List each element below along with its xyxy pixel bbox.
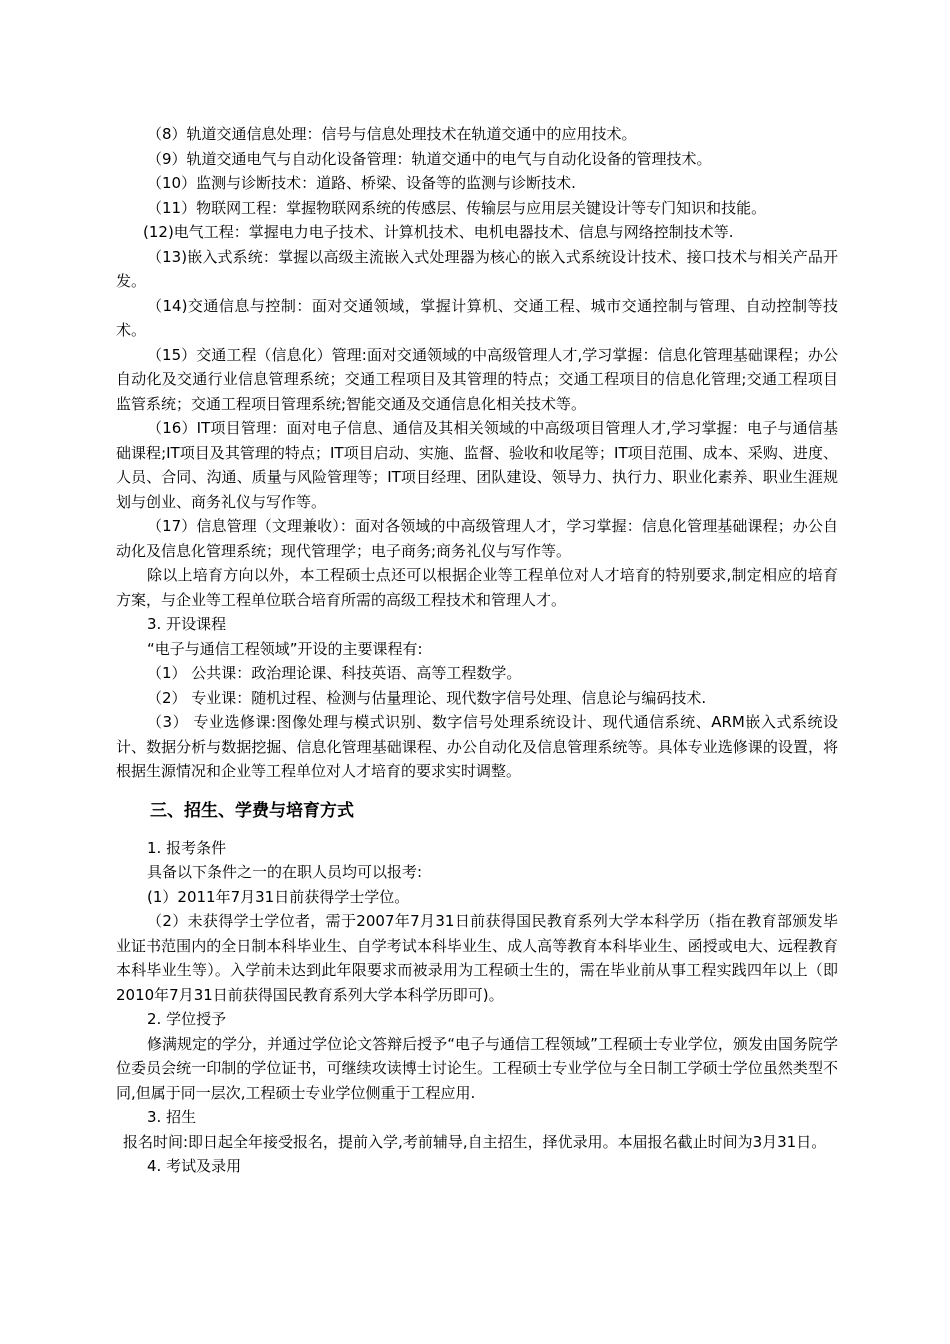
degree-text: 修满规定的学分，并通过学位论文答辩后授予“电子与通信工程领域”工程硕士专业学位，颁发由国务院学位委员会统一印制的学位证书，可继续攻读博士讨论生。工程硕士专业学位与全日制工学硕士学位虽然类型不同,但属于同一层次,工程硕士专业学位侧重于工程应用. bbox=[116, 1034, 838, 1102]
enroll-title: 3. 招生 bbox=[147, 1108, 197, 1126]
item-9: （9）轨道交通电气与自动化设备管理：轨道交通中的电气与自动化设备的管理技术。 bbox=[147, 149, 712, 168]
courses-title: 3. 开设课程 bbox=[147, 615, 227, 633]
admission-intro: 具备以下条件之一的在职人员均可以报考: bbox=[147, 863, 423, 881]
admission-condition-1: (1）2011年7月31日前获得学士学位。 bbox=[147, 887, 410, 906]
item-13: （13)嵌入式系统：掌握以高级主流嵌入式处理器为核心的嵌入式系统设计技术、接口技术与相关产品开发。 bbox=[116, 247, 838, 290]
degree-title: 2. 学位授予 bbox=[147, 1010, 227, 1028]
enroll-text: 报名时间:即日起全年接受报名，提前入学,考前辅导,自主招生，择优录用。本届报名截止时间为3月31日。 bbox=[123, 1132, 827, 1151]
courses-public: （1） 公共课：政治理论课、科技英语、高等工程数学。 bbox=[147, 664, 522, 682]
courses-major: （2） 专业课：随机过程、检测与估量理论、现代数字信号处理、信息论与编码技术. bbox=[147, 688, 707, 707]
courses-elective: （3） 专业选修课:图像处理与模式识别、数字信号处理系统设计、现代通信系统、ARM嵌入式系统设计、数据分析与数据挖掘、信息化管理基础课程、办公自动化及信息管理系统等。具体专业选修课的设置，将根据生源情况和企业等工程单位对人才培育的要求实时调整。 bbox=[116, 713, 838, 780]
item-12: (12)电气工程：掌握电力电子技术、计算机技术、电机电器技术、信息与网络控制技术等. bbox=[143, 223, 734, 241]
item-10: （10）监测与诊断技术：道路、桥梁、设备等的监测与诊断技术. bbox=[147, 174, 576, 192]
item-8: （8）轨道交通信息处理：信号与信息处理技术在轨道交通中的应用技术。 bbox=[147, 125, 637, 143]
courses-intro: “电子与通信工程领域”开设的主要课程有: bbox=[147, 639, 423, 658]
document-body bbox=[116, 122, 838, 1179]
item-17: （17）信息管理（文理兼收）：面对各领域的中高级管理人才，学习掌握：信息化管理基础课程；办公自动化及信息化管理系统；现代管理学；电子商务;商务礼仪与写作等。 bbox=[116, 517, 838, 560]
item-11: （11）物联网工程：掌握物联网系统的传感层、传输层与应用层关键设计等专门知识和技能。 bbox=[147, 198, 767, 217]
item-16: （16）IT项目管理：面对电子信息、通信及其相关领域的中高级项目管理人才,学习掌握：电子与通信基础课程;IT项目及其管理的特点；IT项目启动、实施、监督、验收和收尾等；IT项目范围、成本、采购、进度、人员、合同、沟通、质量与风险管理等；IT项目经理、团队建设、领导力、执行力、职业化素养、职业生涯规划与创业、商务礼仪与写作等。 bbox=[116, 419, 838, 511]
item-15: （15）交通工程（信息化）管理:面对交通领域的中高级管理人才,学习掌握：信息化管理基础课程；办公自动化及交通行业信息管理系统；交通工程项目及其管理的特点；交通工程项目的信息化管理;交通工程项目监管系统；交通工程项目管理系统;智能交通及交通信息化相关技术等。 bbox=[116, 345, 838, 413]
other-directions-paragraph: 除以上培育方向以外，本工程硕士点还可以根据企业等工程单位对人才培育的特别要求,制定相应的培育方案，与企业等工程单位联合培育所需的高级工程技术和管理人才。 bbox=[116, 566, 838, 609]
admission-condition-2: （2）未获得学士学位者，需于2007年7月31日前获得国民教育系列大学本科学历（指在教育部颁发毕业证书范围内的全日制本科毕业生、自学考试本科毕业生、成人高等教育本科毕业生、函授或电大、远程教育本科毕业生等）。入学前未达到此年限要求而被录用为工程硕士生的，需在毕业前从事工程实践四年以上（即2010年7月31日前获得国民教育系列大学本科学历即可)。 bbox=[116, 912, 838, 1004]
item-14: （14)交通信息与控制：面对交通领域，掌握计算机、交通工程、城市交通控制与管理、自动控制等技术。 bbox=[116, 296, 838, 339]
admission-title: 1. 报考条件 bbox=[147, 838, 227, 857]
section-heading: 三、招生、学费与培育方式 bbox=[150, 800, 354, 821]
exam-title: 4. 考试及录用 bbox=[147, 1157, 242, 1175]
